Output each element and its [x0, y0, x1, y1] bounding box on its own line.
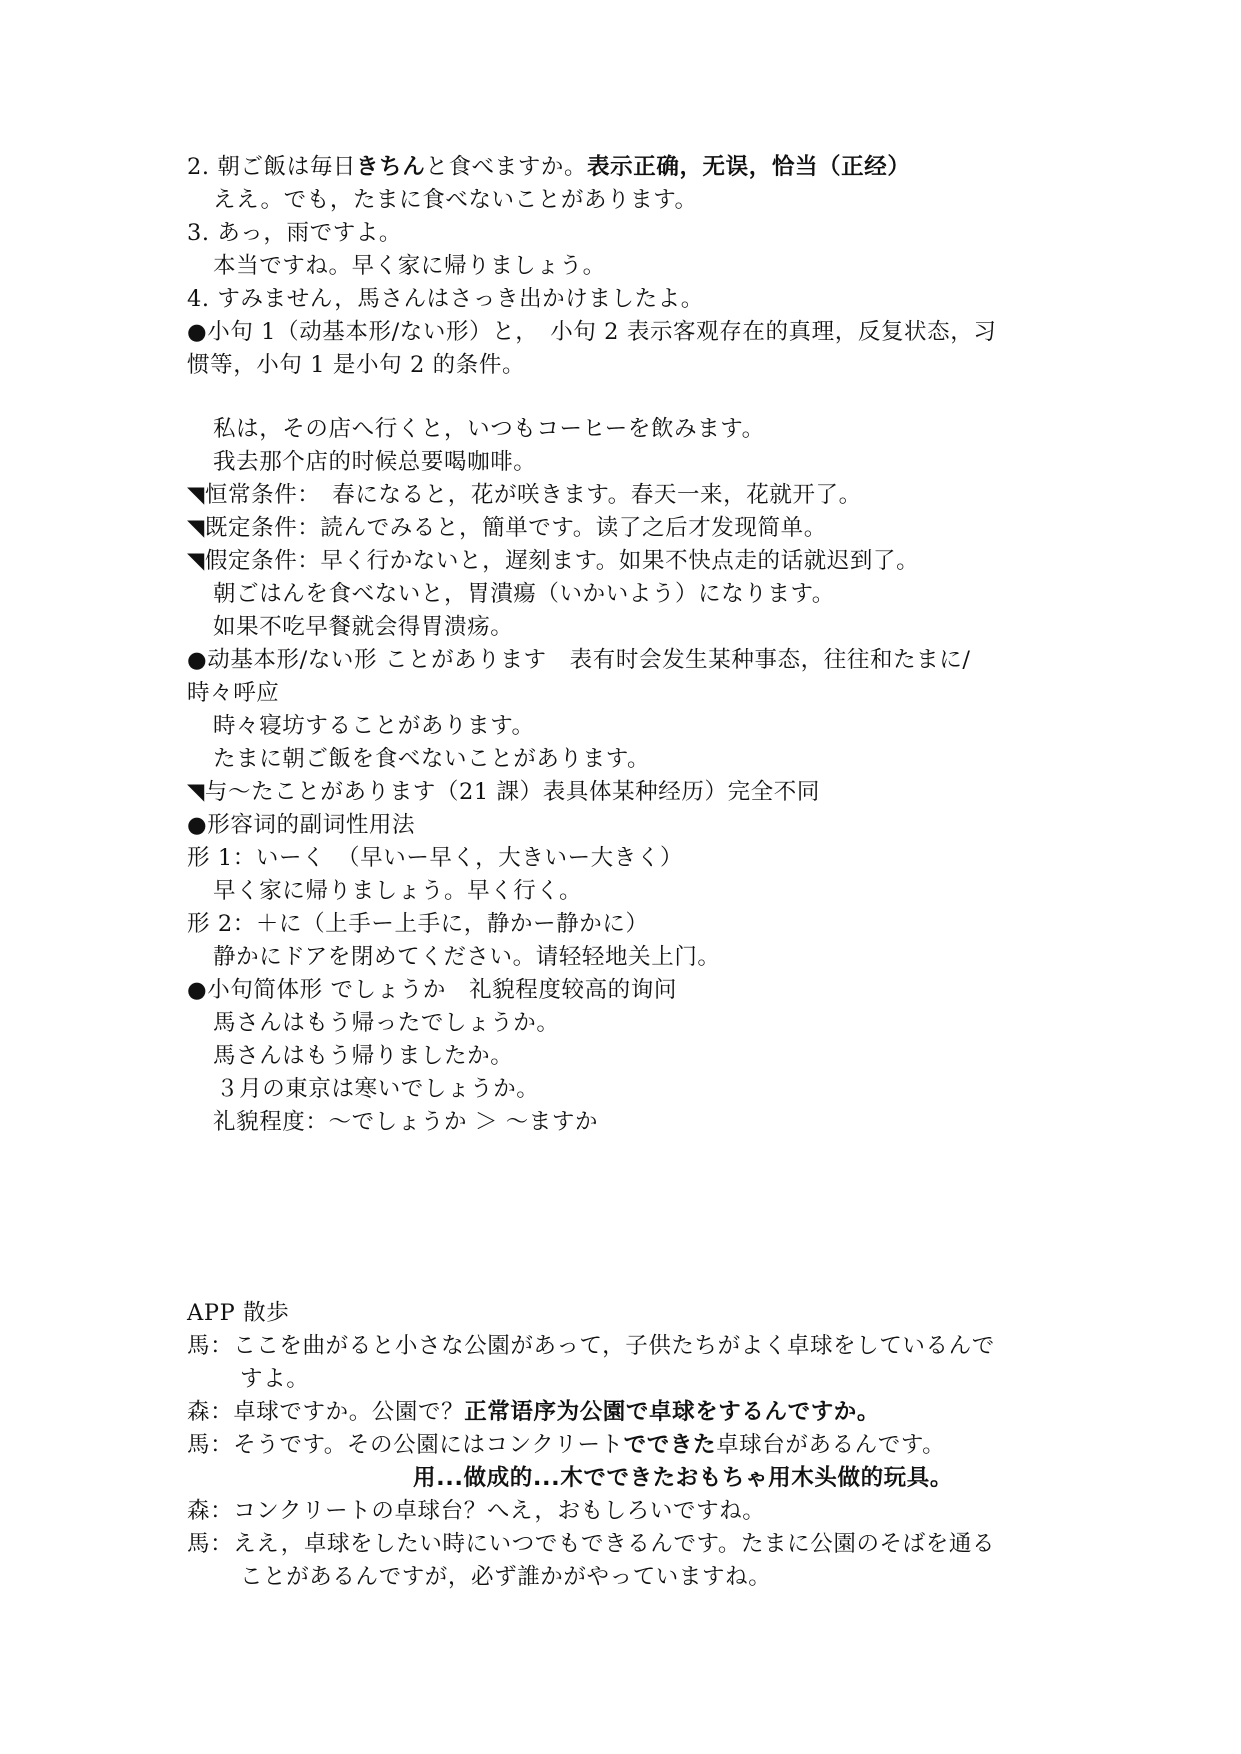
adjective-type-1: 形 1：いーく （早いー早く，大きいー大きく） — [187, 845, 684, 871]
dialogue-line: 馬：ここを曲がると小さな公園があって，子供たちがよく卓球をしているんで — [187, 1333, 995, 1359]
example-sentence: 早く家に帰りましょう。早く行く。 — [213, 878, 583, 904]
note-contrast: ◥与～たことがあります（21 課）表具体某种经历）完全不同 — [187, 779, 820, 805]
example-4: 4. すみません，馬さんはさっき出かけましたよ。 — [187, 286, 704, 312]
grammar-point-deshouka: ●小句简体形 でしょうか 礼貌程度较高的询问 — [187, 977, 677, 1003]
grammar-point-kotogaarimasu: ●动基本形/ない形 ことがあります 表有时会发生某种事态，往往和たまに/ — [187, 647, 971, 673]
dialogue-line: 馬：ええ，卓球をしたい時にいつでもできるんです。たまに公園のそばを通る — [187, 1531, 996, 1557]
adjective-type-2: 形 2：＋に（上手ー上手に，静かー静かに） — [187, 911, 649, 937]
example-3-question: 3. あっ，雨ですよ。 — [187, 220, 402, 246]
text-run: 卓球台があるんです。 — [716, 1432, 946, 1458]
text-run: 森：卓球ですか。公園で？ — [187, 1399, 465, 1425]
example-sentence: 馬さんはもう帰りましたか。 — [213, 1043, 514, 1069]
condition-hypothetical: ◥假定条件：早く行かないと，遅刻ます。如果不快点走的话就迟到了。 — [187, 548, 920, 574]
example-3-answer: 本当ですね。早く家に帰りましょう。 — [213, 253, 606, 279]
text-run: と食べますか。 — [425, 154, 588, 180]
example-2-question — [187, 150, 910, 184]
bold-note: 用...做成的...木でできたおもちゃ用木头做的玩具。 — [413, 1465, 953, 1491]
translation: 如果不吃早餐就会得胃溃疡。 — [213, 614, 514, 640]
example-2-answer: ええ。でも，たまに食べないことがあります。 — [213, 187, 698, 213]
dialogue-line: 森：コンクリートの卓球台？へえ，おもしろいですね。 — [187, 1498, 766, 1524]
example-sentence: 馬さんはもう帰ったでしょうか。 — [213, 1010, 560, 1036]
example-sentence: 静かにドアを閉めてください。请轻轻地关上门。 — [213, 944, 721, 970]
dialogue-line — [187, 1395, 880, 1429]
bold-keyword: でできた — [623, 1432, 717, 1458]
grammar-point-to-heading: ●小句 1（动基本形/ない形）と， 小句 2 表示客观存在的真理，反复状态，习 — [187, 319, 997, 345]
example-sentence: 時々寝坊することがあります。 — [213, 713, 535, 739]
grammar-point-adverbial: ●形容词的副词性用法 — [187, 812, 416, 838]
dialogue-line-cont: ことがあるんですが，必ず誰かがやっていますね。 — [240, 1564, 772, 1590]
dialogue-line — [187, 1428, 945, 1462]
condition-established: ◥既定条件：読んでみると，簡単です。读了之后才发现简单。 — [187, 515, 827, 541]
example-sentence: ３月の東京は寒いでしょうか。 — [216, 1076, 540, 1102]
bold-note: 表示正确，无误，恰当（正经） — [587, 154, 911, 180]
politeness-comparison: 礼貌程度：～でしょうか ＞ ～ますか — [213, 1109, 599, 1135]
text-run: 馬：そうです。その公園にはコンクリート — [187, 1432, 624, 1458]
bold-keyword: きちん — [356, 154, 426, 180]
example-sentence: 朝ごはんを食べないと，胃潰瘍（いかいよう）になります。 — [213, 581, 835, 607]
bold-note: 正常语序为公園で卓球をするんですか。 — [464, 1399, 881, 1425]
example-sentence: 私は，その店へ行くと，いつもコーヒーを飲みます。 — [213, 416, 765, 442]
dialogue-line-cont: すよ。 — [240, 1366, 310, 1392]
condition-constant: ◥恒常条件： 春になると，花が咲きます。春天一来，花就开了。 — [187, 482, 862, 508]
translation: 我去那个店的时候总要喝咖啡。 — [213, 449, 537, 475]
grammar-point-kotogaarimasu-cont: 時々呼应 — [187, 680, 280, 706]
section-heading-app: APP 散歩 — [187, 1300, 290, 1326]
example-sentence: たまに朝ご飯を食べないことがあります。 — [213, 746, 651, 772]
grammar-point-to-heading-cont: 惯等，小句 1 是小句 2 的条件。 — [187, 352, 526, 378]
text-run: 2. 朝ご飯は毎日 — [187, 154, 357, 180]
